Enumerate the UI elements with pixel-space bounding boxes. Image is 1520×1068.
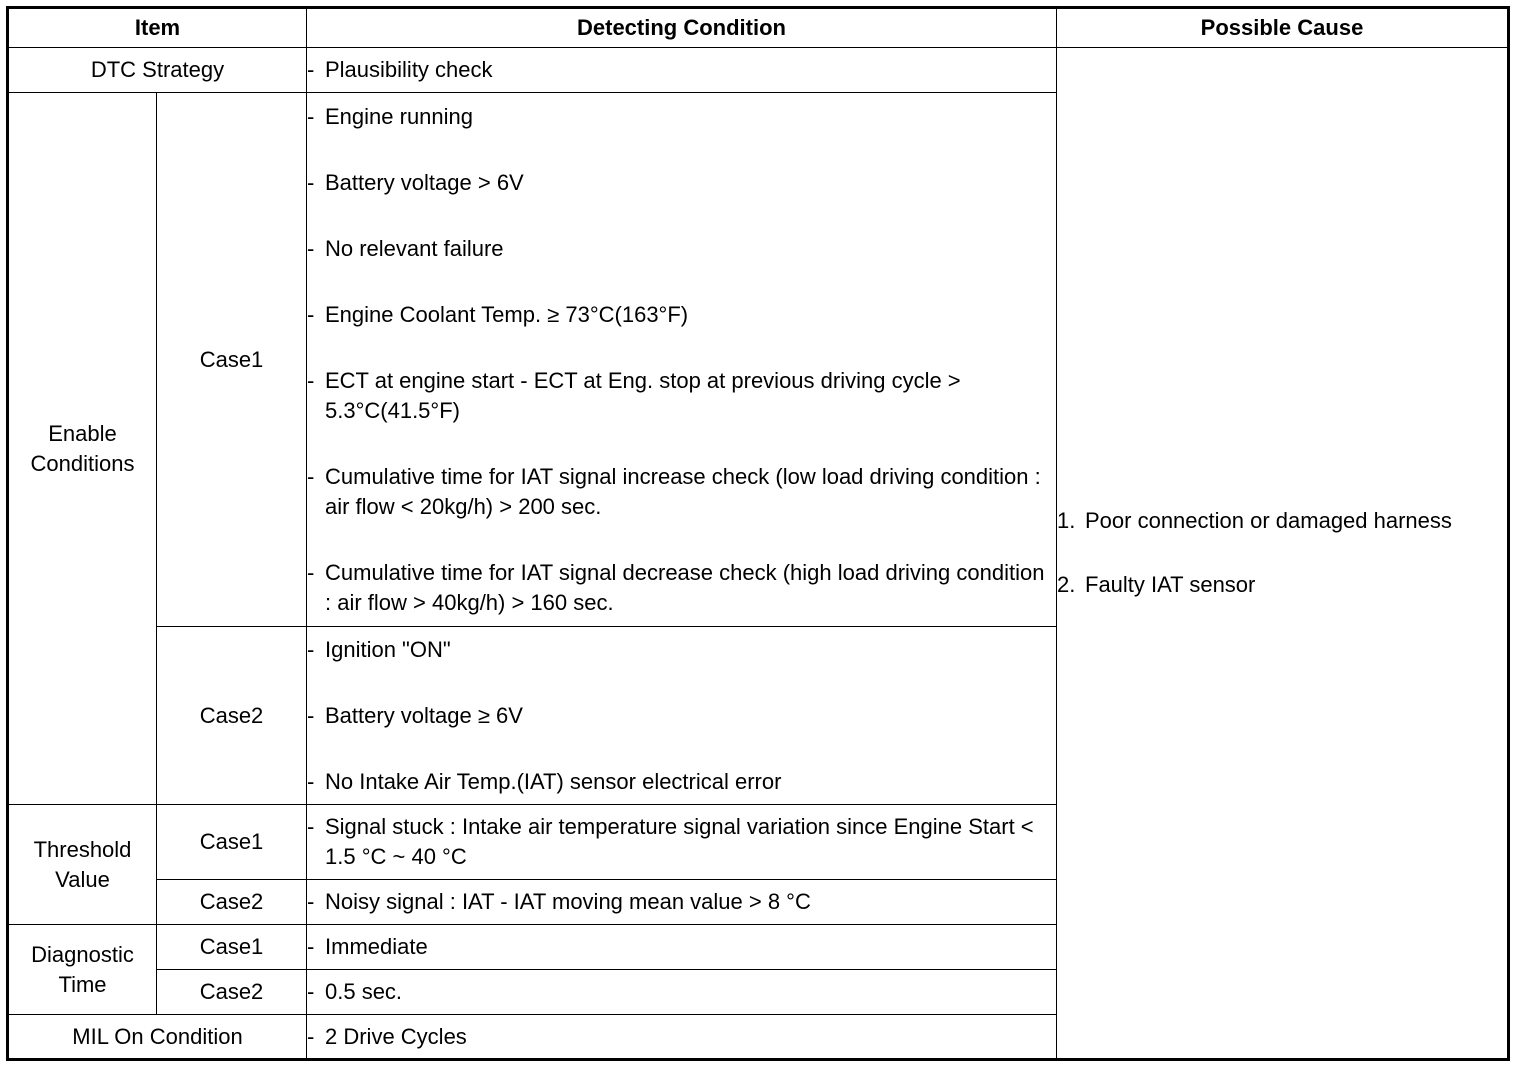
bullet-dash: -	[307, 814, 315, 839]
bullet-dash: -	[307, 979, 315, 1004]
condition-line	[307, 300, 1056, 330]
condition-text: Engine Coolant Temp. ≥ 73°C(163°F)	[325, 301, 689, 327]
condition-line	[307, 701, 1056, 731]
diagnostic-case2-cell	[307, 970, 1057, 1015]
condition-line	[307, 102, 1056, 132]
diagnostic-time-label: Diagnostic Time	[8, 925, 157, 1015]
dtc-strategy-value: Plausibility check	[325, 57, 493, 82]
threshold-case2-cell	[307, 880, 1057, 925]
bullet-dash: -	[307, 1023, 315, 1049]
condition-line	[307, 168, 1056, 198]
enable-case2-label: Case2	[157, 627, 307, 805]
condition-line	[307, 558, 1056, 618]
bullet-dash: -	[307, 235, 315, 261]
condition-text: No relevant failure	[325, 235, 504, 261]
possible-cause-text: Poor connection or damaged harness	[1085, 508, 1452, 533]
mil-on-cell	[307, 1015, 1057, 1060]
condition-text: Ignition "ON"	[325, 636, 451, 662]
threshold-case1-value: Signal stuck : Intake air temperature signal variation since Engine Start < 1.5 °C ~ 40 °C	[325, 814, 1034, 869]
condition-text: Cumulative time for IAT signal increase check (low load driving condition : air flow < 20kg/h) > 200 sec.	[325, 463, 1041, 519]
bullet-dash: -	[307, 169, 315, 195]
dtc-table	[6, 6, 1510, 1061]
threshold-value-label: Threshold Value	[8, 805, 157, 925]
dtc-strategy-value-cell	[307, 48, 1057, 93]
condition-line	[307, 462, 1056, 522]
dtc-table-container	[6, 6, 1510, 1061]
possible-cause-item	[1057, 506, 1507, 536]
possible-cause-text: Faulty IAT sensor	[1085, 572, 1256, 597]
mil-on-label: MIL On Condition	[8, 1015, 307, 1060]
dtc-strategy-label: DTC Strategy	[8, 48, 307, 93]
diagnostic-case1-value: Immediate	[325, 934, 428, 959]
possible-cause-cell	[1057, 48, 1509, 1060]
condition-line	[307, 366, 1056, 426]
dtc-strategy-row	[8, 48, 1509, 93]
bullet-dash: -	[307, 57, 315, 82]
possible-cause-number: 2.	[1057, 572, 1076, 597]
header-item: Item	[8, 8, 307, 48]
bullet-dash: -	[307, 934, 315, 959]
bullet-dash: -	[307, 463, 315, 489]
header-row	[8, 8, 1509, 48]
condition-text: Battery voltage ≥ 6V	[325, 702, 523, 728]
bullet-dash: -	[307, 768, 315, 794]
bullet-dash: -	[307, 559, 315, 585]
bullet-dash: -	[307, 103, 315, 129]
bullet-dash: -	[307, 636, 315, 662]
diagnostic-case1-label: Case1	[157, 925, 307, 970]
diagnostic-case2-label: Case2	[157, 970, 307, 1015]
threshold-case1-label: Case1	[157, 805, 307, 880]
threshold-case2-value: Noisy signal : IAT - IAT moving mean value > 8 °C	[325, 889, 811, 914]
bullet-dash: -	[307, 367, 315, 393]
condition-line	[307, 767, 1056, 797]
threshold-case2-label: Case2	[157, 880, 307, 925]
condition-text: Engine running	[325, 103, 474, 129]
bullet-dash: -	[307, 301, 315, 327]
diagnostic-case2-value: 0.5 sec.	[325, 979, 403, 1004]
enable-case2-conditions	[307, 627, 1057, 805]
possible-cause-item	[1057, 570, 1507, 600]
mil-on-value: 2 Drive Cycles	[325, 1023, 467, 1049]
condition-line	[307, 635, 1056, 665]
header-detecting-condition: Detecting Condition	[307, 8, 1057, 48]
condition-text: Cumulative time for IAT signal decrease check (high load driving condition : air flow > 40kg/h) > 160 sec.	[325, 559, 1045, 615]
possible-cause-number: 1.	[1057, 508, 1076, 533]
enable-case1-label: Case1	[157, 93, 307, 627]
enable-case1-conditions	[307, 93, 1057, 627]
condition-text: No Intake Air Temp.(IAT) sensor electrical error	[325, 768, 782, 794]
bullet-dash: -	[307, 702, 315, 728]
condition-text: ECT at engine start - ECT at Eng. stop at previous driving cycle > 5.3°C(41.5°F)	[325, 367, 961, 423]
enable-conditions-label: Enable Conditions	[8, 93, 157, 805]
bullet-dash: -	[307, 889, 315, 914]
condition-line	[307, 234, 1056, 264]
header-possible-cause: Possible Cause	[1057, 8, 1509, 48]
threshold-case1-cell	[307, 805, 1057, 880]
condition-text: Battery voltage > 6V	[325, 169, 524, 195]
diagnostic-case1-cell	[307, 925, 1057, 970]
